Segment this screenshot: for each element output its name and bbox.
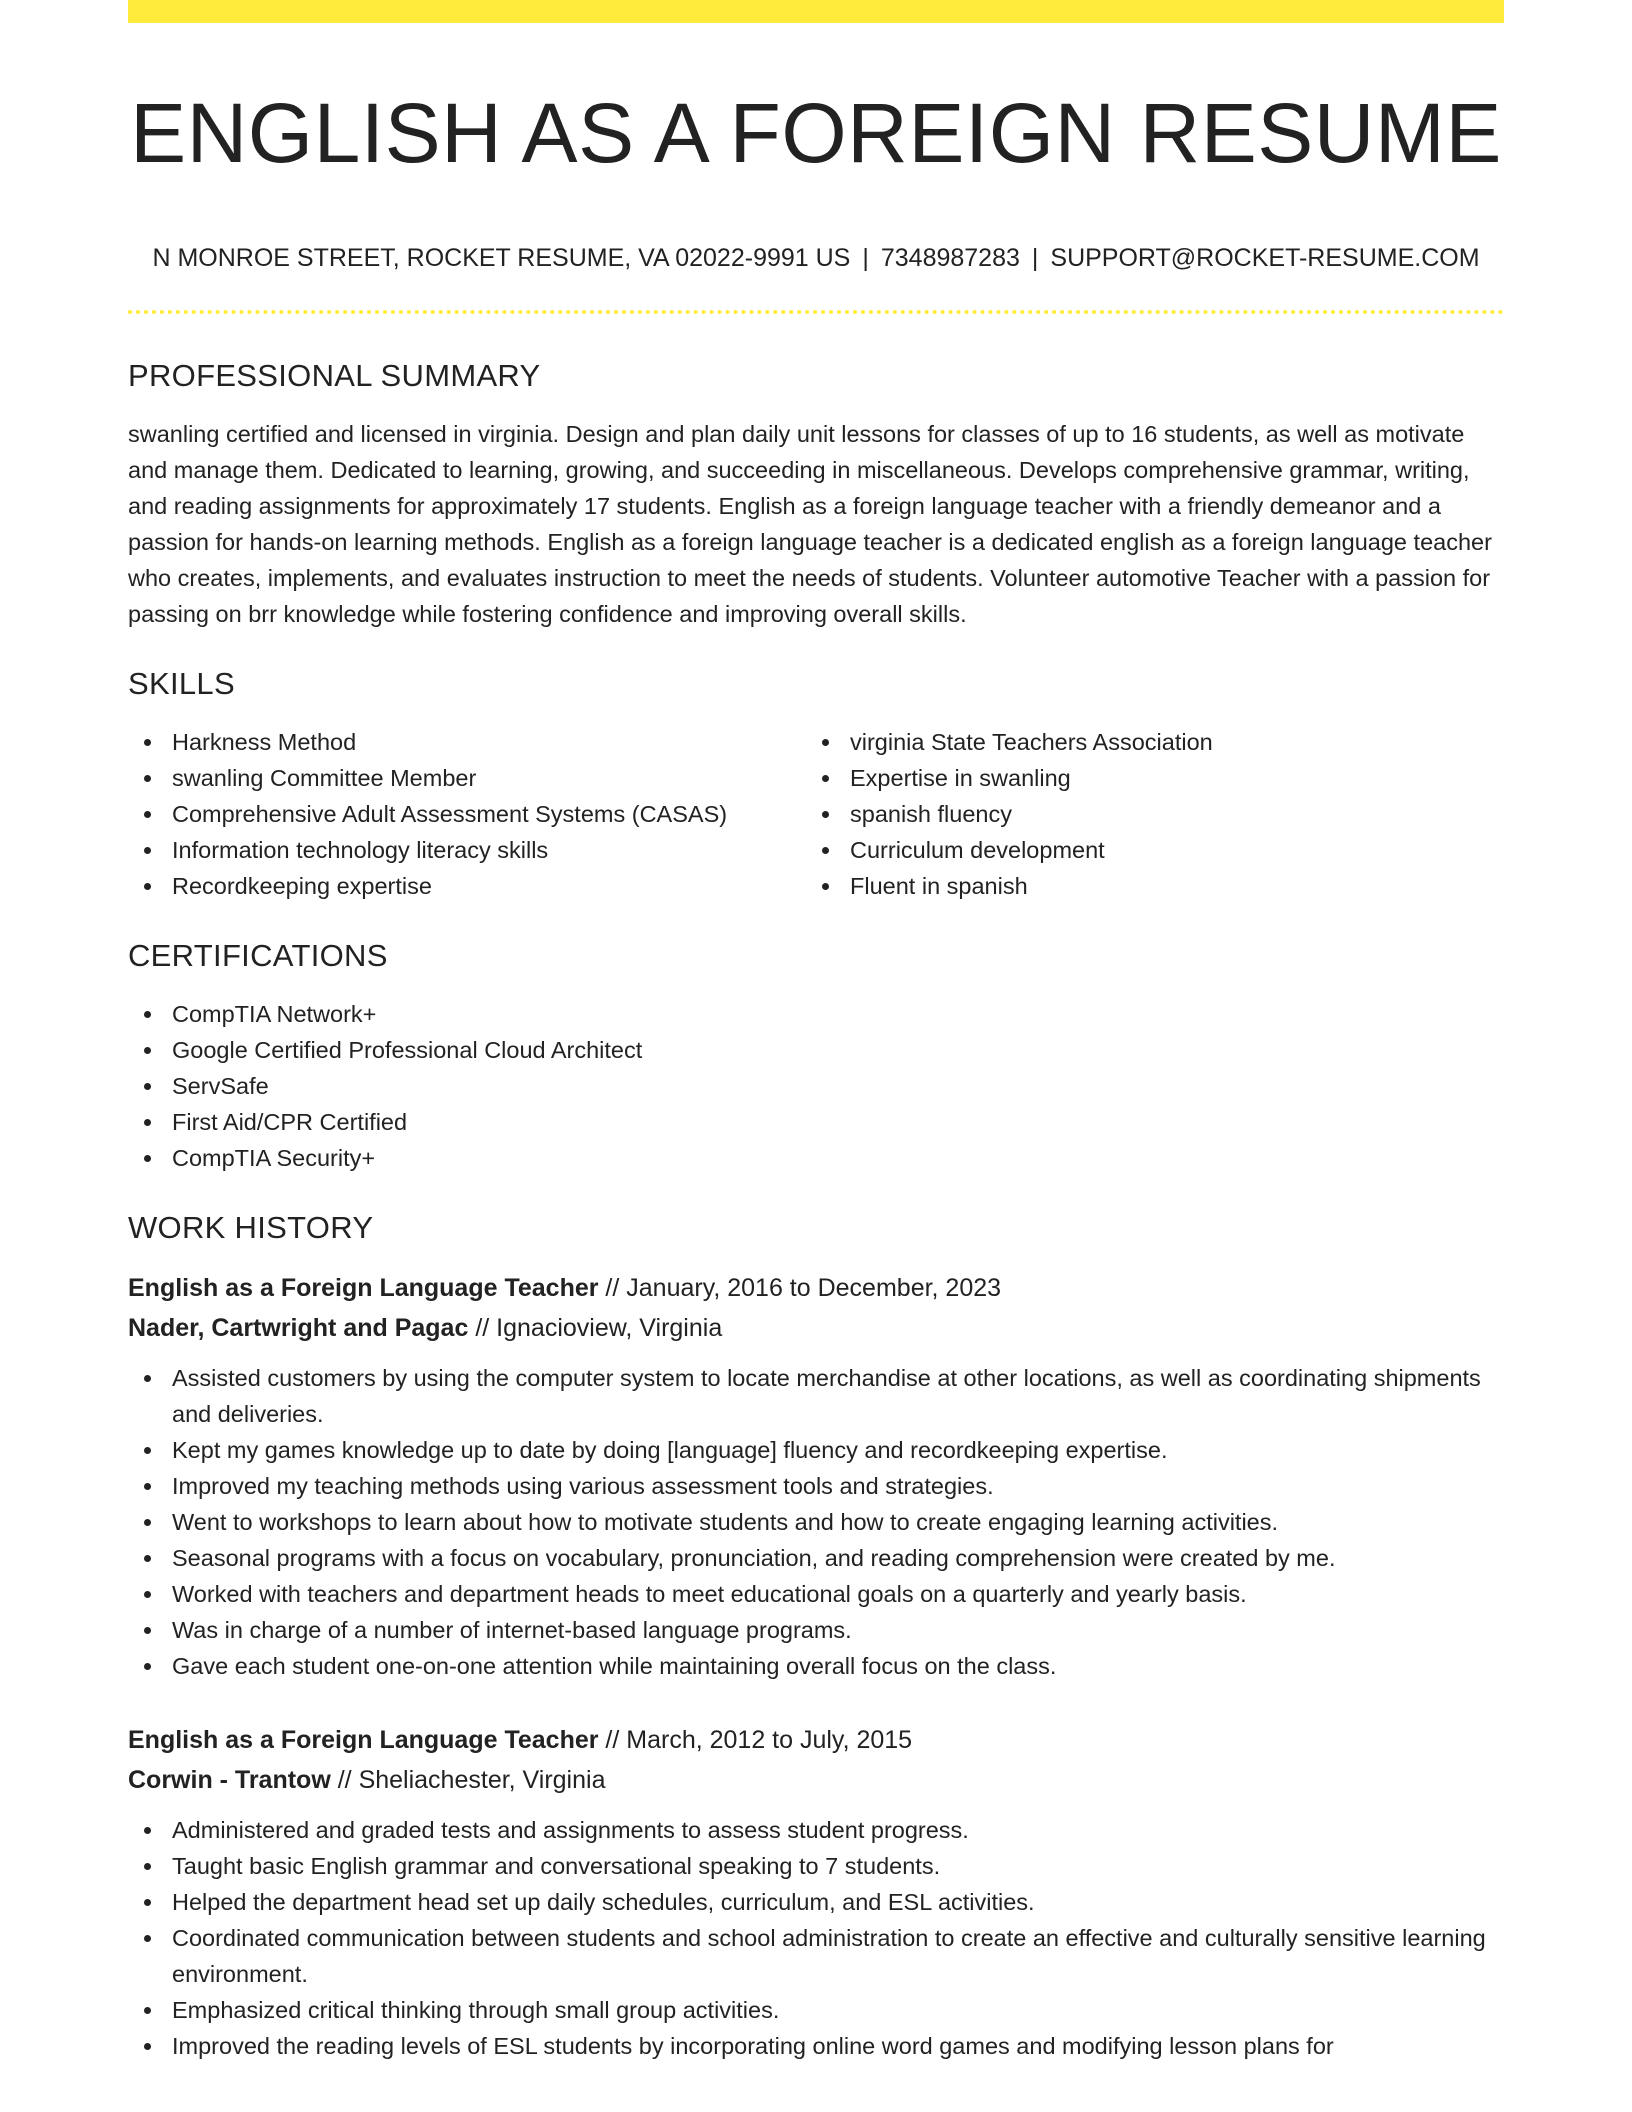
certification-item: Google Certified Professional Cloud Architect	[128, 1032, 1504, 1068]
job-dates: // March, 2012 to July, 2015	[598, 1726, 913, 1754]
certification-item: CompTIA Network+	[128, 996, 1504, 1032]
job-location: // Sheliachester, Virginia	[330, 1766, 606, 1794]
job-bullet: Seasonal programs with a focus on vocabulary, pronunciation, and reading comprehension were created by me.	[128, 1540, 1504, 1576]
job-role: English as a Foreign Language Teacher	[128, 1726, 599, 1754]
contact-phone: 7348987283	[880, 244, 1020, 272]
job-bullets	[128, 1360, 1504, 1684]
job-title-line	[128, 1268, 1504, 1308]
skills-heading: SKILLS	[128, 666, 235, 701]
skill-item: Expertise in swanling	[806, 760, 1484, 796]
skill-item: Fluent in spanish	[806, 868, 1484, 904]
job-bullet: Gave each student one-on-one attention while maintaining overall focus on the class.	[128, 1648, 1504, 1684]
job-dates: // January, 2016 to December, 2023	[598, 1274, 1002, 1302]
contact-email: SUPPORT@ROCKET-RESUME.COM	[1050, 244, 1480, 272]
skill-item: spanish fluency	[806, 796, 1484, 832]
summary-text: swanling certified and licensed in virginia. Design and plan daily unit lessons for classes of up to 16 students, as well as motivate and manage them. Dedicated to learning, growing, and succeeding in miscellaneous. Develops comprehensive grammar, writing, and reading assignments for approximately 17 students. English as a foreign language teacher with a friendly demeanor and a passion for hands-on learning methods. English as a foreign language teacher is a dedicated english as a foreign language teacher who creates, implements, and evaluates instruction to meet the needs of students. Volunteer automotive Teacher with a passion for passing on brr knowledge while fostering confidence and improving overall skills.	[128, 421, 1492, 627]
contact-separator: |	[862, 244, 869, 272]
contact-line	[128, 242, 1504, 274]
skill-item: Harkness Method	[128, 724, 806, 760]
job-bullet: Coordinated communication between students and school administration to create an effective and culturally sensitive learning environment.	[128, 1920, 1504, 1992]
job-company: Corwin - Trantow	[128, 1766, 331, 1794]
job-entry	[128, 1268, 1504, 1684]
job-bullet: Was in charge of a number of internet-based language programs.	[128, 1612, 1504, 1648]
contact-address: N MONROE STREET, ROCKET RESUME, VA 02022-9991 US	[152, 244, 851, 272]
skill-item: swanling Committee Member	[128, 760, 806, 796]
job-company-line	[128, 1760, 1504, 1800]
job-location: // Ignacioview, Virginia	[468, 1314, 723, 1342]
job-bullet: Kept my games knowledge up to date by doing [language] fluency and recordkeeping expertise.	[128, 1432, 1504, 1468]
job-role: English as a Foreign Language Teacher	[128, 1274, 599, 1302]
contact-separator: |	[1031, 244, 1039, 272]
job-bullet: Emphasized critical thinking through small group activities.	[128, 1992, 1504, 2028]
job-company-line	[128, 1308, 1504, 1348]
job-bullet: Helped the department head set up daily schedules, curriculum, and ESL activities.	[128, 1884, 1504, 1920]
certifications-list	[128, 996, 1504, 1176]
certification-item: First Aid/CPR Certified	[128, 1104, 1504, 1140]
job-bullet: Went to workshops to learn about how to motivate students and how to create engaging learning activities.	[128, 1504, 1504, 1540]
job-bullet: Worked with teachers and department heads to meet educational goals on a quarterly and yearly basis.	[128, 1576, 1504, 1612]
job-bullets	[128, 1812, 1504, 2064]
job-bullet: Improved the reading levels of ESL students by incorporating online word games and modifying lesson plans for	[128, 2028, 1504, 2064]
job-title-line	[128, 1720, 1504, 1760]
job-company: Nader, Cartwright and Pagac	[128, 1314, 469, 1342]
job-bullet: Assisted customers by using the computer system to locate merchandise at other locations, as well as coordinating shipments and deliveries.	[128, 1360, 1504, 1432]
certification-item: ServSafe	[128, 1068, 1504, 1104]
resume-name: ENGLISH AS A FOREIGN RESUME	[130, 86, 1502, 180]
skills-grid	[128, 724, 1504, 904]
dotted-divider	[128, 310, 1504, 314]
work-history-heading: WORK HISTORY	[128, 1210, 374, 1245]
skills-left-list	[128, 724, 806, 904]
skill-item: Recordkeeping expertise	[128, 868, 806, 904]
job-bullet: Administered and graded tests and assignments to assess student progress.	[128, 1812, 1504, 1848]
certifications-heading: CERTIFICATIONS	[128, 938, 388, 973]
skill-item: Comprehensive Adult Assessment Systems (CASAS)	[128, 796, 806, 832]
skills-right-list	[806, 724, 1484, 904]
skill-item: Information technology literacy skills	[128, 832, 806, 868]
skill-item: Curriculum development	[806, 832, 1484, 868]
skill-item: virginia State Teachers Association	[806, 724, 1484, 760]
job-entry	[128, 1720, 1504, 2064]
top-accent-bar	[128, 0, 1504, 23]
summary-heading: PROFESSIONAL SUMMARY	[128, 358, 541, 393]
job-bullet: Taught basic English grammar and conversational speaking to 7 students.	[128, 1848, 1504, 1884]
resume-page	[128, 0, 1504, 2064]
job-bullet: Improved my teaching methods using various assessment tools and strategies.	[128, 1468, 1504, 1504]
certification-item: CompTIA Security+	[128, 1140, 1504, 1176]
